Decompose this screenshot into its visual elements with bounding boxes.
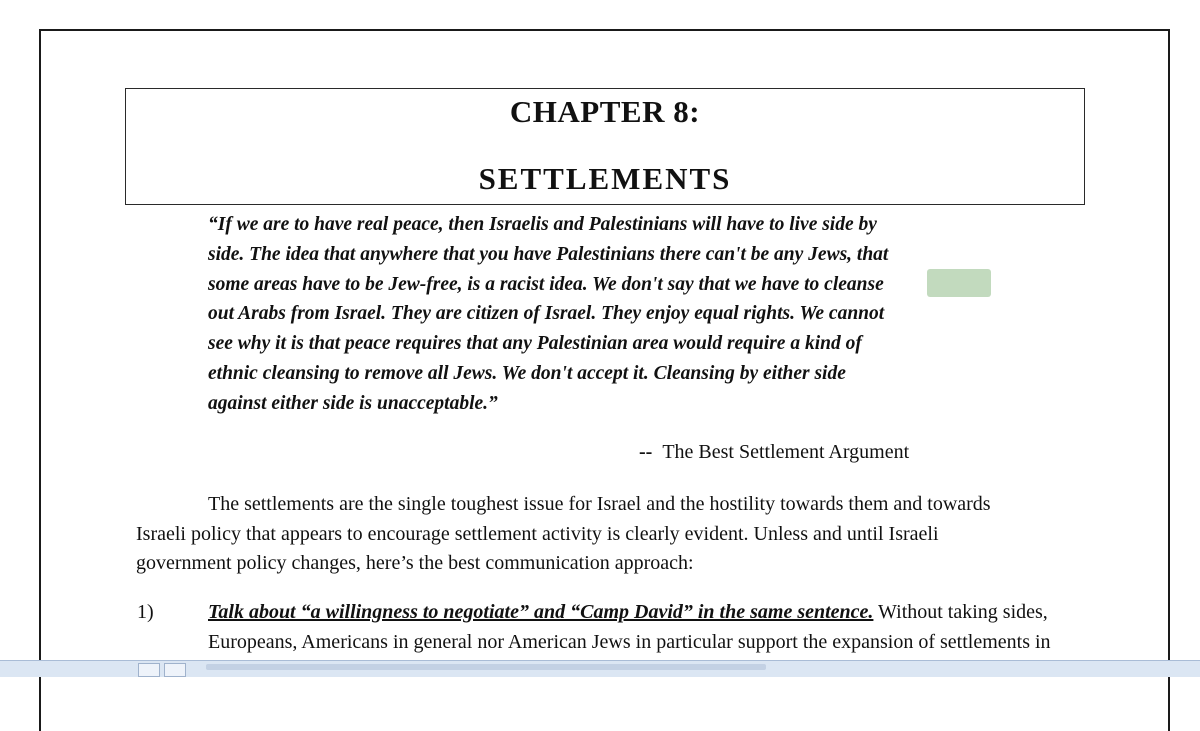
list-item-rest: Without taking sides, [873, 601, 1048, 623]
statusbar-button[interactable] [164, 663, 186, 677]
quote-line-6: ethnic cleansing to remove all Jews. We don't accept it. Cleansing by either side [208, 363, 846, 384]
paragraph-line-2: Israeli policy that appears to encourage settlement activity is clearly evident. Unless and until Israeli [136, 523, 939, 545]
list-item-number: 1) [137, 601, 154, 623]
quote-line-3: some areas have to be Jew-free, is a racist idea. We don't say that we have to cleanse [208, 274, 884, 295]
quote-line-5: see why it is that peace requires that any Palestinian area would require a kind of [208, 333, 862, 354]
quote-line-4: out Arabs from Israel. They are citizen of Israel. They enjoy equal rights. We cannot [208, 303, 885, 324]
quote-line-2: side. The idea that anywhere that you have Palestinians there can't be any Jews, that [208, 244, 889, 265]
list-item-emphasis: Talk about “a willingness to negotiate” and “Camp David” in the same sentence. [208, 601, 874, 623]
quote-line-1: “If we are to have real peace, then Israelis and Palestinians will have to live side by [208, 214, 877, 235]
paragraph-line-1: The settlements are the single toughest issue for Israel and the hostility towards them and towards [208, 493, 991, 515]
attribution-dash: -- [639, 441, 653, 463]
chapter-number: CHAPTER 8: [509, 94, 701, 129]
document-page [39, 29, 1170, 731]
list-item-line-2: Europeans, Americans in general nor American Jews in particular support the expansion of settlements in [208, 631, 1051, 653]
statusbar-button[interactable] [138, 663, 160, 677]
paragraph-line-3: government policy changes, here’s the best communication approach: [136, 552, 694, 574]
statusbar-text-area [206, 664, 766, 670]
quote-line-7: against either side is unacceptable.” [208, 393, 498, 414]
chapter-title-box [125, 88, 1085, 205]
list-item-line-1 [208, 601, 1048, 624]
chapter-heading: SETTLEMENTS [478, 161, 732, 196]
quote-attribution [639, 441, 909, 464]
status-bar [0, 660, 1200, 677]
text-highlight [927, 269, 991, 297]
attribution-text: The Best Settlement Argument [662, 441, 910, 463]
